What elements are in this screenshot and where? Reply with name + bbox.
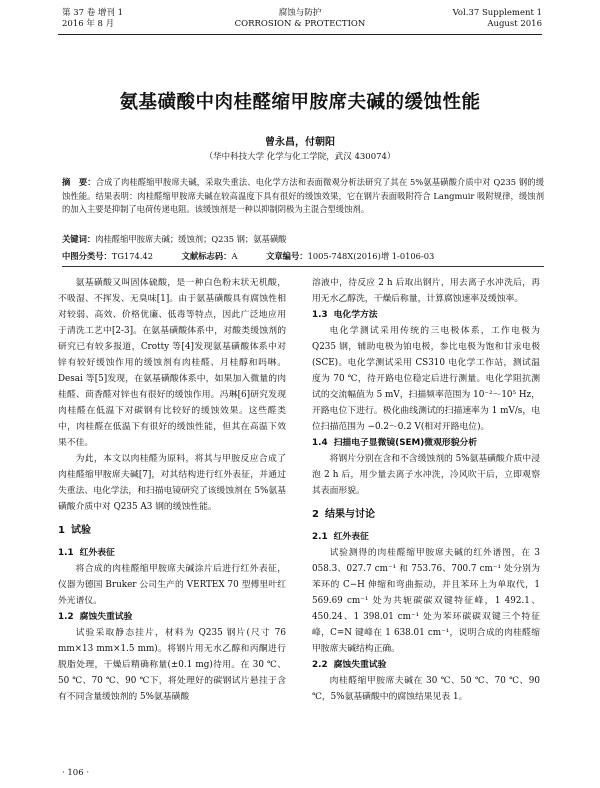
section-heading: 1 试验: [58, 525, 91, 536]
date-cn: 2016 年 8 月: [62, 19, 115, 29]
article-id: 1005-748X(2016)增 1-0106-03: [307, 251, 435, 261]
journal-name-cn: 腐蚀与防护: [278, 8, 322, 18]
subsection-heading: 1.2 腐蚀失重试验: [58, 612, 133, 622]
header-rule: [58, 34, 542, 35]
abstract-separator: [62, 266, 544, 267]
keywords-text: 肉桂醛缩甲胺席夫碱；缓蚀剂；Q235 钢；氨基磺酸: [95, 234, 287, 244]
clc-number: TG174.42: [111, 251, 153, 261]
paper-title: 氨基磺酸中肉桂醛缩甲胺席夫碱的缓蚀性能: [119, 92, 481, 113]
page-number: · 106 ·: [62, 768, 90, 778]
volume-issue-en: Vol.37 Supplement 1: [452, 8, 542, 18]
paragraph: 肉桂醛缩甲胺席夫碱在 30 ℃、50 ℃、70 ℃、90 ℃，5%氨基磺酸中的腐蚀结果见表 1。: [312, 676, 540, 702]
clc-label: 中图分类号：: [62, 251, 112, 261]
subsection-heading: 2.2 腐蚀失重试验: [312, 660, 387, 670]
paragraph: 试验测得的肉桂醛缩甲胺席夫碱的红外谱图，在 3 058.3、027.7 cm⁻¹ 和 753.76、700.7 cm⁻¹ 处分别为苯环的 C−H 伸缩和弯曲振动，并且苯环上为单取代，1 569.69 cm⁻¹ 处为共轭碳碳双键特征峰，1 492.1、450.24、1 398.01 cm⁻¹ 处为苯环碳碳双键三个特征峰，C=N 键峰在 1 638.01 cm⁻¹，说明合成的肉桂醛缩甲胺席夫碱结构正确。: [312, 548, 540, 654]
keywords-label: 关键词：: [62, 234, 96, 244]
keywords: [62, 233, 544, 246]
date-en: August 2016: [487, 19, 542, 29]
left-column: [58, 275, 286, 705]
classification-line: [62, 250, 544, 263]
paragraph: 将钢片分别在含和不含缓蚀剂的 5%氨基磺酸介质中浸泡 2 h 后，用少量去离子水冲洗，冷风吹干后，立即观察其表面形貌。: [312, 454, 540, 496]
paragraph: 氨基磺酸又叫固体硫酸，是一种白色粉末状无机酸，不吸湿、不挥发、无臭味[1]。由于氨基磺酸具有腐蚀性相对较弱、高效、价格优廉、低毒等特点，因此广泛地应用于清洗工艺中[2-3]。在氨基磺酸体系中，对酸类缓蚀剂的研究已有较多报道，Crotty 等[4]发现氨基磺酸体系中对锌有较好缓蚀作用的缓蚀剂有肉桂醛、月桂醇和吗啉。Desai 等[5]发现，在氨基磺酸体系中，如果加入微量的肉桂醛、茴香醛对锌也有很好的缓蚀作用。冯琳[6]研究发现肉桂醛在低温下对碳钢有比较好的缓蚀效果。这些醛类中，肉桂醛在低温下有很好的缓蚀性能，但其在高温下效果不佳。: [58, 278, 286, 448]
doc-code: A: [231, 251, 238, 261]
right-column: [312, 275, 540, 705]
article-id-label: 文章编号：: [266, 251, 308, 261]
subsection-heading: 1.3 电化学方法: [312, 310, 378, 320]
subsection-heading: 2.1 红外表征: [312, 532, 369, 542]
paragraph: 将合成的肉桂醛缩甲胺席夫碱涂片后进行红外表征，仪器为德国 Bruker 公司生产的 VERTEX 70 型傅里叶红外光谱仪。: [58, 564, 286, 606]
authors: 曾永昌，付朝阳: [265, 137, 335, 148]
affiliation: （华中科技大学 化学与化工学院，武汉 430074）: [204, 152, 396, 162]
running-header-right: [453, 8, 542, 30]
volume-issue-cn: 第 37 卷 增刊 1: [62, 8, 124, 18]
paragraph: 试验采取静态挂片，材料为 Q235 钢片(尺寸 76 mm×13 mm×1.5 mm)。将钢片用无水乙醇和丙酮进行脱脂处理，干燥后精确称量(±0.1 mg)待用。在 30 ℃、50 ℃、70 ℃、90 ℃下，将处理好的碳钢试片悬挂于含有不同含量缓蚀剂的 5%氨基磺酸: [58, 628, 286, 702]
paragraph: 溶液中，待反应 2 h 后取出钢片，用去离子水冲洗后，再用无水乙醇洗，干燥后称量，计算腐蚀速率及缓蚀率。: [312, 278, 540, 304]
section-heading: 2 结果与讨论: [312, 509, 375, 520]
doc-code-label: 文献标志码：: [181, 251, 232, 261]
journal-name-en: CORROSION & PROTECTION: [234, 19, 366, 29]
abstract: [62, 176, 544, 217]
subsection-heading: 1.1 红外表征: [58, 548, 115, 558]
subsection-heading: 1.4 扫描电子显微镜(SEM)微观形貌分析: [312, 438, 478, 448]
abstract-label: 摘 要：: [62, 177, 96, 187]
paragraph: 为此，本文以肉桂醛为原料，将其与甲胺反应合成了肉桂醛缩甲胺席夫碱[7]，对其结构进行红外表征，并通过失重法、电化学法，和扫描电镜研究了该缓蚀剂在 5%氨基磺酸介质中对 Q235 A3 钢的缓蚀性能。: [58, 454, 286, 512]
abstract-text: 合成了肉桂醛缩甲胺席夫碱，采取失重法、电化学方法和表面微观分析法研究了其在 5%氨基磺酸介质中对 Q235 钢的缓蚀性能。结果表明：肉桂醛缩甲胺席夫碱在较高温度下具有很好的缓蚀效果，它在钢片表面吸附符合 Langmuir 吸附规律，缓蚀剂的加入主要是抑制了电荷传递电阻。该缓蚀剂是一种以抑制阴极为主混合型缓蚀剂。: [62, 177, 544, 214]
paragraph: 电化学测试采用传统的三电极体系，工作电极为 Q235 钢，辅助电极为铂电极，参比电极为饱和甘汞电极(SCE)。电化学测试采用 CS310 电化学工作站，测试温度为 70 ℃，待开路电位稳定后进行测量。电化学阻抗测试的交流幅值为 5 mV，扫描频率范围为 10⁻²～10⁵ Hz，开路电位下进行。极化曲线测试的扫描速率为 1 mV/s，电位扫描范围为 −0.2～0.2 V(相对开路电位)。: [312, 326, 540, 432]
